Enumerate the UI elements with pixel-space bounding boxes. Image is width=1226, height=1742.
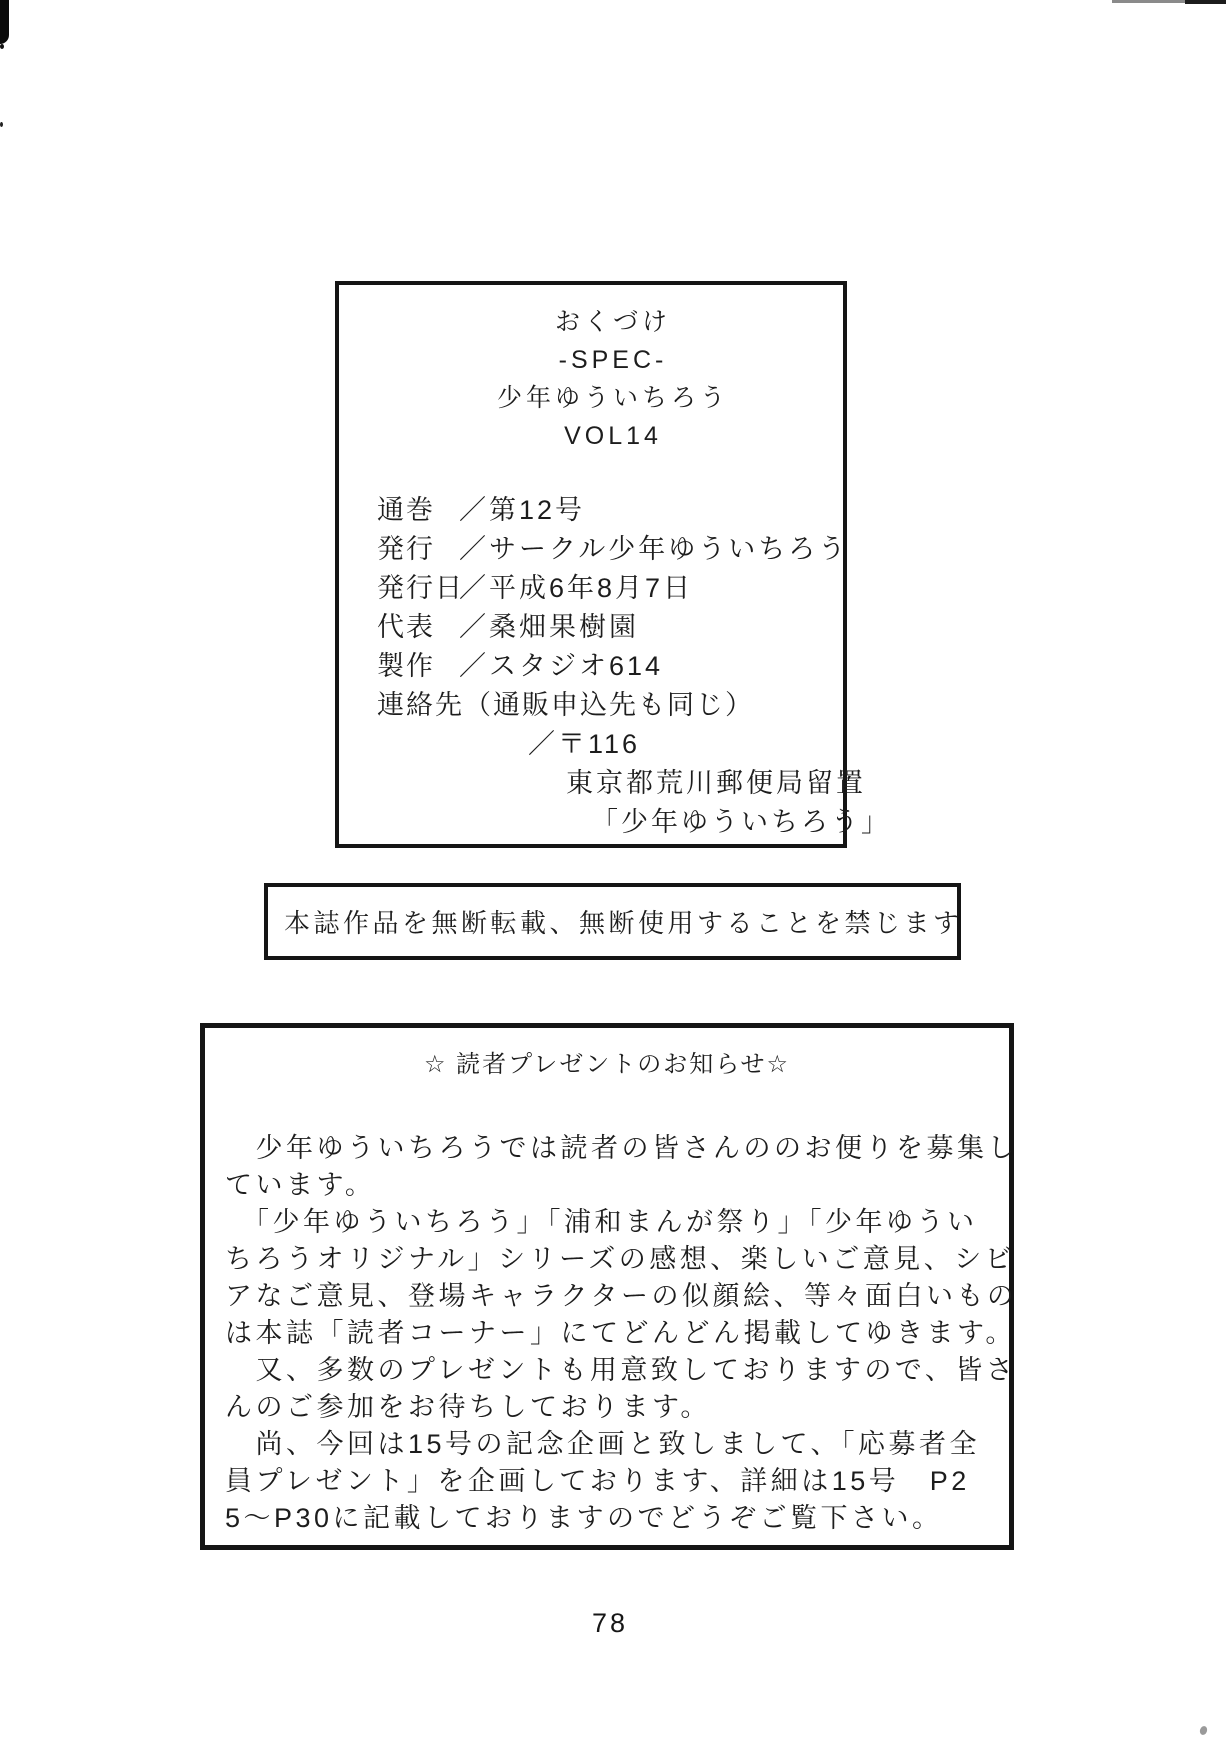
notice-line: 5〜P30に記載しておりますのでどうぞご覧下さい。	[225, 1503, 943, 1533]
colophon-box	[335, 281, 891, 848]
spec-value: ／第12号	[459, 495, 586, 525]
scan-speck-1	[0, 44, 4, 49]
notice-line: んのご参加をお待ちしております。	[225, 1392, 711, 1422]
spec-row-publisher	[377, 530, 849, 569]
scan-speck-2	[0, 122, 3, 127]
contact-address-line-2: 東京都荒川郵便局留置	[566, 768, 866, 798]
heading-line-okuzuke: おくづけ	[554, 308, 671, 336]
colophon-heading	[339, 285, 843, 455]
spec-value: ／スタジオ614	[459, 651, 664, 681]
notice-line: 少年ゆういちろうでは読者の皆さんののお便りを募集し	[225, 1133, 1018, 1163]
notice-title: ☆ 読者プレゼントのお知らせ☆	[423, 1051, 791, 1078]
scan-speck-bottom-right	[1199, 1725, 1209, 1736]
heading-line-series-title: 少年ゆういちろう	[496, 384, 729, 412]
contact-address-line-3: 「少年ゆういちろう」	[591, 807, 891, 837]
spec-row-representative	[377, 608, 843, 647]
notice-box	[200, 1023, 1018, 1550]
heading-line-spec: -SPEC-	[558, 346, 668, 374]
spec-value: ／平成6年8月7日	[459, 573, 694, 603]
spec-label: 発行	[377, 534, 435, 564]
notice-paragraphs	[205, 1130, 1018, 1537]
scan-line-top-right-dark	[1185, 0, 1226, 4]
notice-line: 員プレゼント」を企画しております、詳細は15号 P2	[225, 1466, 970, 1496]
spec-row-contact: 連絡先（通販申込先も同じ）	[377, 690, 754, 720]
notice-line: 又、多数のプレゼントも用意致しておりますので、皆さ	[225, 1355, 1017, 1385]
spec-label: 発行日	[377, 573, 464, 603]
contact-address-line-1: ／〒116	[528, 729, 641, 759]
scan-smudge-top-left	[0, 0, 9, 44]
colophon-spec-rows	[339, 491, 891, 842]
spec-row-publish-date	[377, 569, 843, 608]
warning-box	[264, 883, 961, 960]
heading-line-volume: VOL14	[564, 422, 662, 450]
notice-line: ちろうオリジナル」シリーズの感想、楽しいご意見、シビ	[225, 1244, 1016, 1274]
notice-line: ています。	[225, 1170, 376, 1200]
notice-line: 尚、今回は15号の記念企画と致しまして、「応募者全	[225, 1429, 980, 1459]
spec-label: 代表	[377, 612, 435, 642]
page-number: 78	[592, 1608, 629, 1638]
spec-value: ／桑畑果樹園	[459, 612, 639, 642]
spec-row-volume	[377, 491, 843, 530]
spec-row-production	[377, 647, 843, 686]
notice-line: 「少年ゆういちろう」「浦和まんが祭り」「少年ゆうい	[225, 1207, 978, 1237]
spec-label: 製作	[377, 651, 435, 681]
spec-value: ／サークル少年ゆういちろう	[459, 534, 849, 564]
notice-line: は本誌「読者コーナー」にてどんどん掲載してゆきます。	[225, 1318, 1016, 1348]
spec-label: 通巻	[377, 495, 435, 525]
notice-line: アなご意見、登場キャラクターの似顔絵、等々面白いもの	[225, 1281, 1018, 1311]
warning-text: 本誌作品を無断転載、無断使用することを禁じます	[284, 908, 963, 938]
